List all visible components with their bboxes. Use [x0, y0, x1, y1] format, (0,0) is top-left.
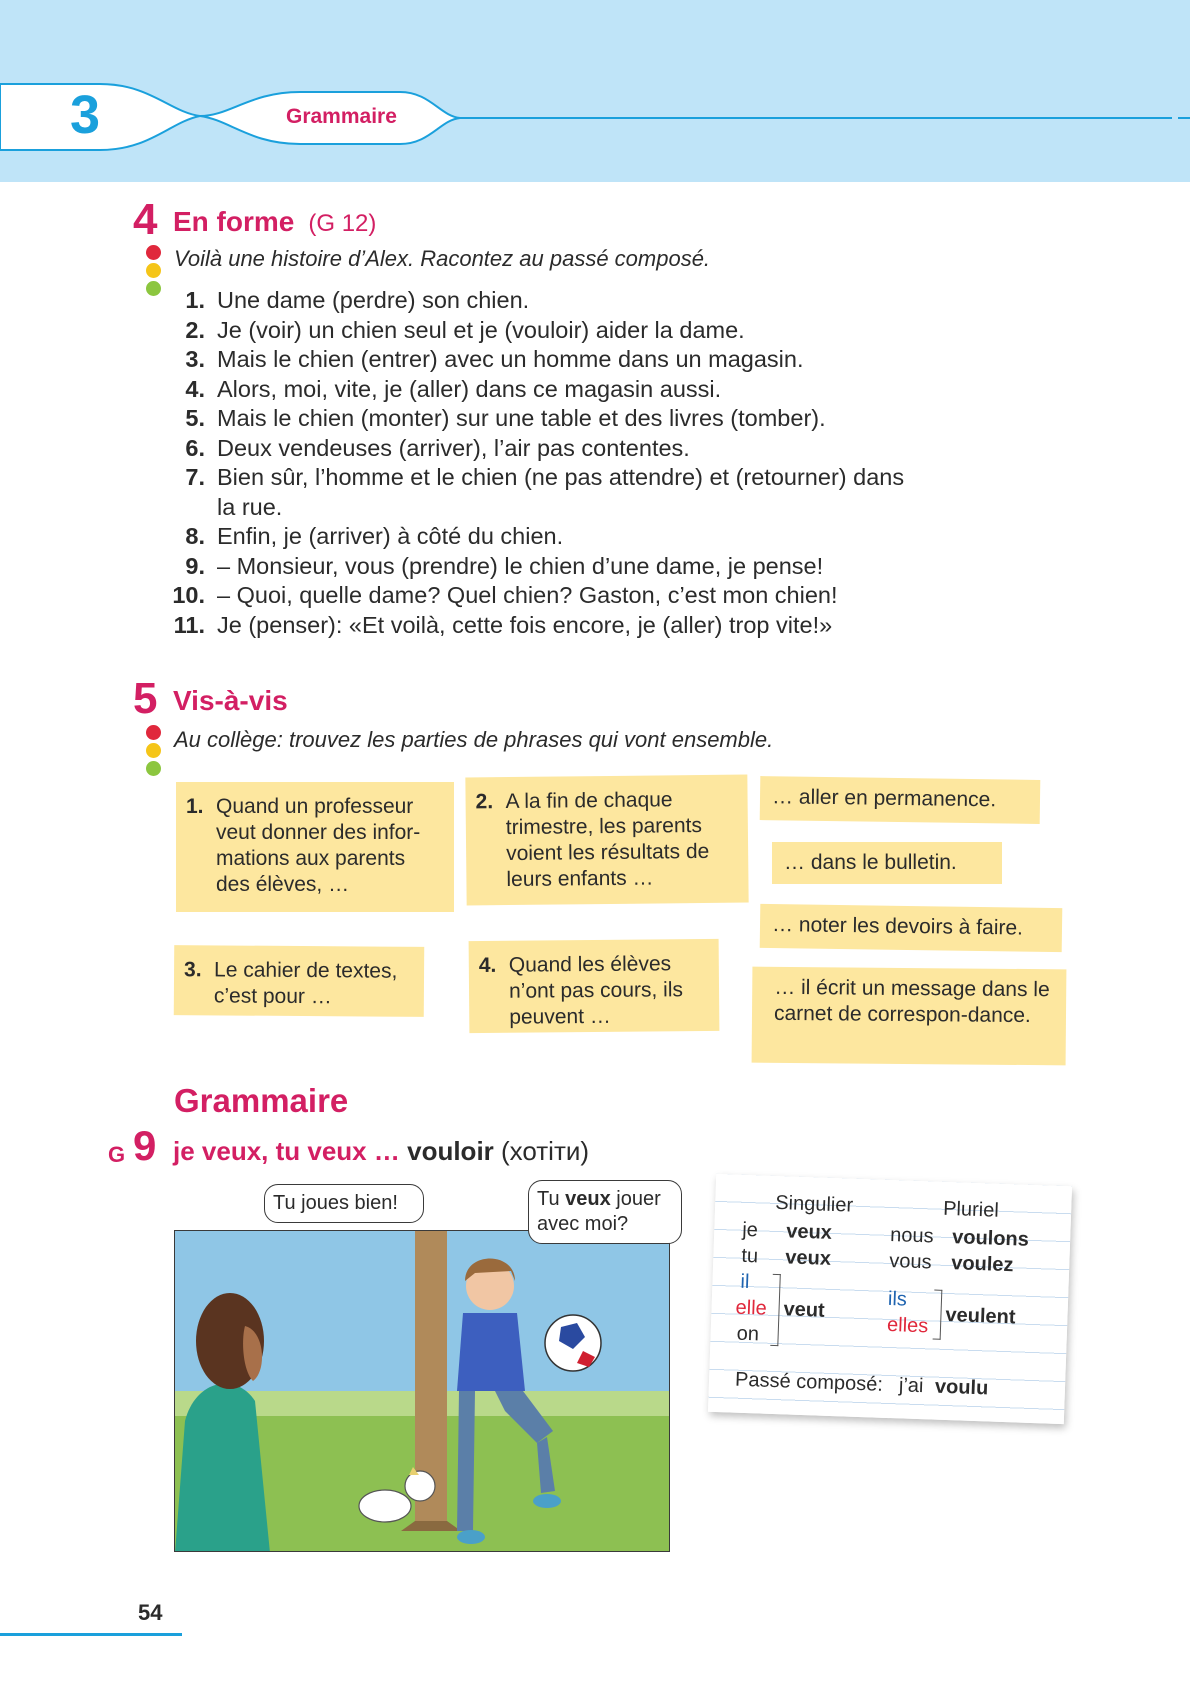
list-item: 6. Deux vendeuses (arriver), l’air pas contentes. — [185, 434, 690, 461]
speech-bubble-right: Tu veux jouer avec moi? — [528, 1180, 682, 1244]
ending-note-1: … aller en permanence. — [760, 776, 1041, 824]
list-item: 2. Je (voir) un chien seul et je (vouloir) aider la dame. — [185, 316, 745, 343]
comic-illustration — [174, 1230, 670, 1552]
difficulty-dots-icon — [146, 725, 162, 779]
list-item: 1. Une dame (perdre) son chien. — [185, 287, 530, 313]
list-item: 9. – Monsieur, vous (prendre) le chien d’une dame, je pense! — [185, 552, 824, 579]
unit-number: 3 — [70, 85, 101, 145]
prompt-note-4: 4. Quand les élèves n’ont pas cours, ils peuvent … — [469, 939, 720, 1033]
list-item: 4. Alors, moi, vite, je (aller) dans ce magasin aussi. — [185, 375, 722, 402]
header-singulier: Singulier — [774, 1191, 854, 1217]
ending-note-4: … il écrit un message dans le carnet de correspon-dance. — [752, 967, 1067, 1066]
exercise-5-instruction: Au collège: trouvez les parties de phrases qui vont ensemble. — [174, 727, 774, 752]
header-pluriel: Pluriel — [942, 1197, 1000, 1222]
exercise-5-title: Vis-à-vis — [173, 685, 288, 716]
ending-note-2: … dans le bulletin. — [772, 842, 1002, 884]
header-wave-decoration — [0, 0, 1190, 182]
page-number: 54 — [138, 1600, 163, 1625]
list-item: 3. Mais le chien (entrer) avec un homme dans un magasin. — [185, 346, 804, 372]
prompt-note-1: 1. Quand un professeur veut donner des infor-mations aux parents des élèves, … — [176, 782, 454, 912]
grammar-heading: Grammaire — [174, 1082, 349, 1119]
exercise-4-list — [168, 286, 917, 640]
exercise-4-title-text: En forme — [173, 206, 295, 237]
exercise-4-ref: (G 12) — [308, 210, 377, 237]
prompt-note-2: 2. A la fin de chaque trimestre, les parents voient les résultats de leurs enfants … — [465, 775, 748, 906]
list-item: 10. – Quoi, quelle dame? Quel chien? Gaston, c’est mon chien! — [172, 582, 838, 608]
exercise-4-title — [173, 206, 376, 238]
comic-scene-image — [175, 1231, 670, 1552]
conjugation-card: Singulier Pluriel je veux tu veux il elle on veut nous voulons vous voulez ils elles veulent Passé composé: j’ai voulu — [708, 1174, 1072, 1424]
page-header — [0, 0, 1190, 182]
prompt-note-3: 3. Le cahier de textes, c’est pour … — [174, 945, 424, 1017]
exercise-4-number: 4 — [133, 195, 158, 244]
list-item: 5. Mais le chien (monter) sur une table et des livres (tomber). — [185, 405, 826, 431]
speech-bubble-left: Tu joues bien! — [264, 1184, 424, 1223]
list-item: 11. Je (penser): «Et voilà, cette fois encore, je (aller) trop vite!» — [173, 611, 833, 638]
grammar-title: je veux, tu veux … vouloir (хотіти) — [173, 1136, 590, 1166]
grammar-g-number: 9 — [133, 1122, 157, 1169]
exercise-5-number: 5 — [133, 674, 158, 723]
exercise-4-instruction: Voilà une histoire d’Alex. Racontez au passé composé. — [174, 246, 711, 271]
page-footer-line — [0, 1633, 182, 1636]
section-label: Grammaire — [286, 105, 397, 128]
list-item: 7. Bien sûr, l’homme et le chien (ne pas attendre) et (retourner) dans la rue. — [185, 464, 905, 520]
ending-note-3: … noter les devoirs à faire. — [760, 904, 1063, 952]
grammar-g-label: G — [108, 1142, 126, 1167]
list-item: 8. Enfin, je (arriver) à côté du chien. — [185, 523, 564, 549]
difficulty-dots-icon — [146, 245, 162, 299]
